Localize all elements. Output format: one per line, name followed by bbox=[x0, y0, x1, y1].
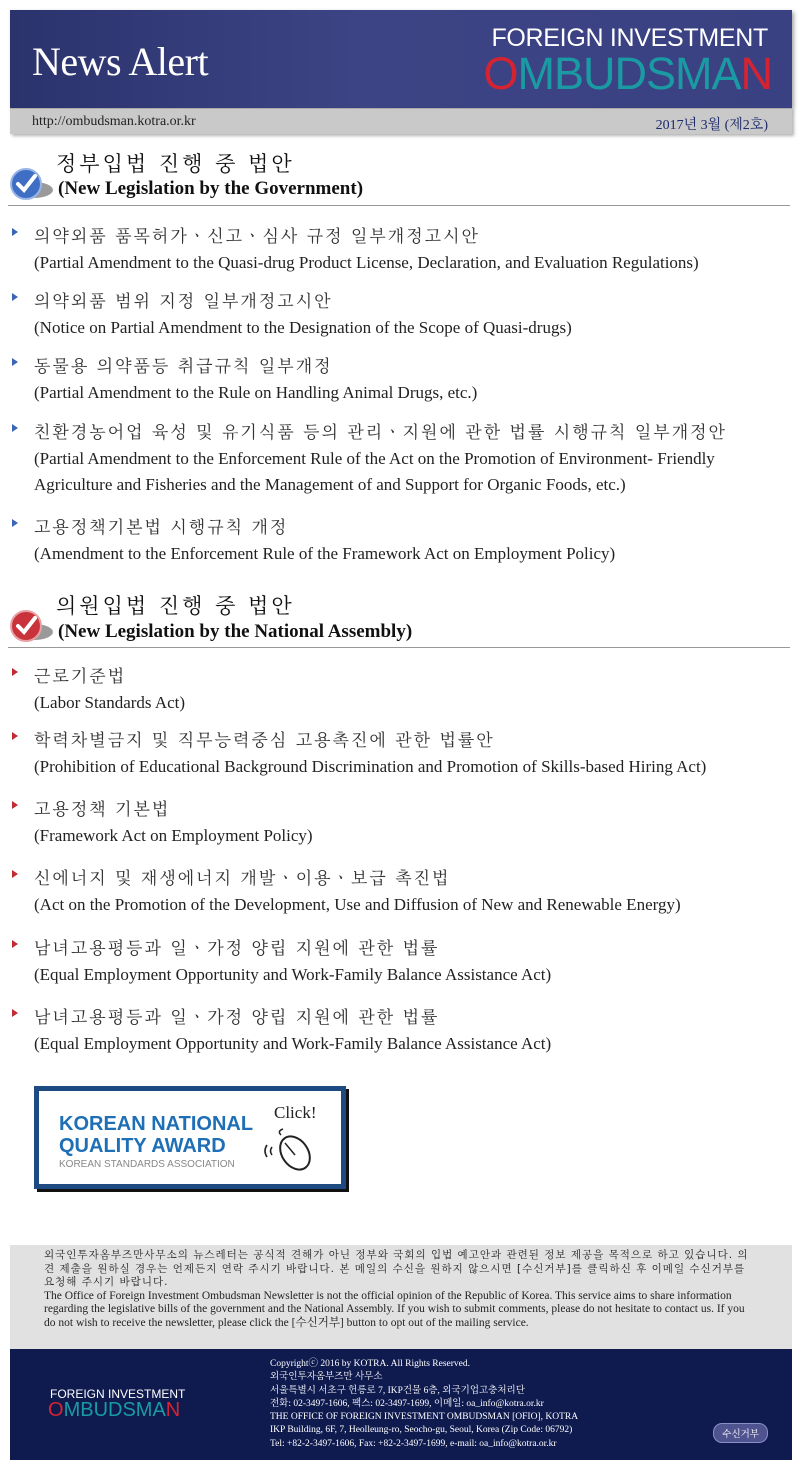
bullet-icon bbox=[12, 940, 18, 948]
footer-logo-top: FOREIGN INVESTMENT bbox=[50, 1387, 186, 1401]
ombudsman-logo-top: FOREIGN INVESTMENT bbox=[491, 24, 768, 52]
website-link[interactable]: http://ombudsman.kotra.or.kr bbox=[32, 114, 196, 129]
award-title-line2: QUALITY AWARD bbox=[59, 1135, 226, 1157]
bullet-icon bbox=[12, 732, 18, 740]
footer bbox=[10, 1349, 792, 1460]
quality-award-banner[interactable] bbox=[34, 1086, 346, 1189]
gov-section-title-ko: 정부입법 진행 중 법안 bbox=[56, 152, 295, 176]
bullet-icon bbox=[12, 1009, 18, 1017]
issue-date: 2017년 3월 (제2호) bbox=[655, 118, 768, 133]
bullet-icon bbox=[12, 358, 18, 366]
page-title: News Alert bbox=[32, 39, 209, 84]
bullet-icon bbox=[12, 424, 18, 432]
bullet-icon bbox=[12, 801, 18, 809]
footer-logo: OMBUDSMAN bbox=[48, 1399, 181, 1421]
blue-check-icon bbox=[10, 162, 54, 202]
assembly-section-header bbox=[8, 588, 790, 648]
bullet-icon bbox=[12, 519, 18, 527]
gov-section-title-en: (New Legislation by the Government) bbox=[58, 178, 364, 199]
award-organization: KOREAN STANDARDS ASSOCIATION bbox=[59, 1159, 235, 1170]
award-title-line1: KOREAN NATIONAL bbox=[59, 1113, 254, 1135]
disclaimer-ko: 외국인투자옴부즈만사무소의 뉴스레터는 공식적 견해가 아닌 정부와 국회의 입법 예고안과 관련된 정보 제공을 목적으로 하고 있습니다. 의견 제출을 원하실 경우는 언제든지 연락 주시기 바랍니다. 본 메일의 수신을 원하지 않으시면 [수신거부]를 클릭하신 후 이메일 수신거부를 요청해 주시기 바랍니다. bbox=[44, 1249, 749, 1288]
bullet-icon bbox=[12, 668, 18, 676]
disclaimer-en: The Office of Foreign Investment Ombudsman Newsletter is not the official opinion of the Republic of Korea. This service aims to share information regarding the legislative bills of the government and the National Assembly. If you wish to submit comments, please do not hesitate to contact us. If you do not wish to receive the newsletter, please click the [수신거부] button to opt out of the mailing service. bbox=[44, 1289, 745, 1329]
header-subbar bbox=[10, 108, 792, 134]
bullet-icon bbox=[12, 228, 18, 236]
mouse-click-icon bbox=[261, 1127, 321, 1175]
red-check-icon bbox=[10, 604, 54, 644]
ombudsman-logo: OMBUDSMAN bbox=[483, 48, 772, 99]
assembly-section-title-en: (New Legislation by the National Assembly) bbox=[58, 621, 413, 642]
click-label: Click! bbox=[274, 1103, 317, 1122]
bullet-icon bbox=[12, 870, 18, 878]
bullet-icon bbox=[12, 293, 18, 301]
gov-section-header bbox=[8, 146, 790, 206]
disclaimer-notice bbox=[10, 1245, 792, 1349]
newsletter-header bbox=[10, 10, 792, 108]
unsubscribe-button[interactable]: 수신거부 bbox=[713, 1423, 768, 1443]
footer-contact-info: Copyrightⓒ 2016 by KOTRA. All Rights Reserved. 외국인투자옴부즈만 사무소 서울특별시 서초구 헌릉로 7, IKP건물 6층, 외국기업고충처리단 전화: 02-3497-1606, 팩스: 02-3497-1699, 이메일: oa_info@kotra.or.kr THE OFFICE OF FOREIGN INVESTMENT OMBUDSMAN [OFIO], KOTRA IKP Building, 6F, 7, Heolleung-ro, Seocho-gu, Seoul, Korea (Zip Code: 06792) Tel: +82-2-3497-1606, Fax: +82-2-3497-1699, e-mail: oa_info@kotra.or.kr bbox=[270, 1359, 579, 1449]
assembly-section-title-ko: 의원입법 진행 중 법안 bbox=[56, 594, 295, 618]
